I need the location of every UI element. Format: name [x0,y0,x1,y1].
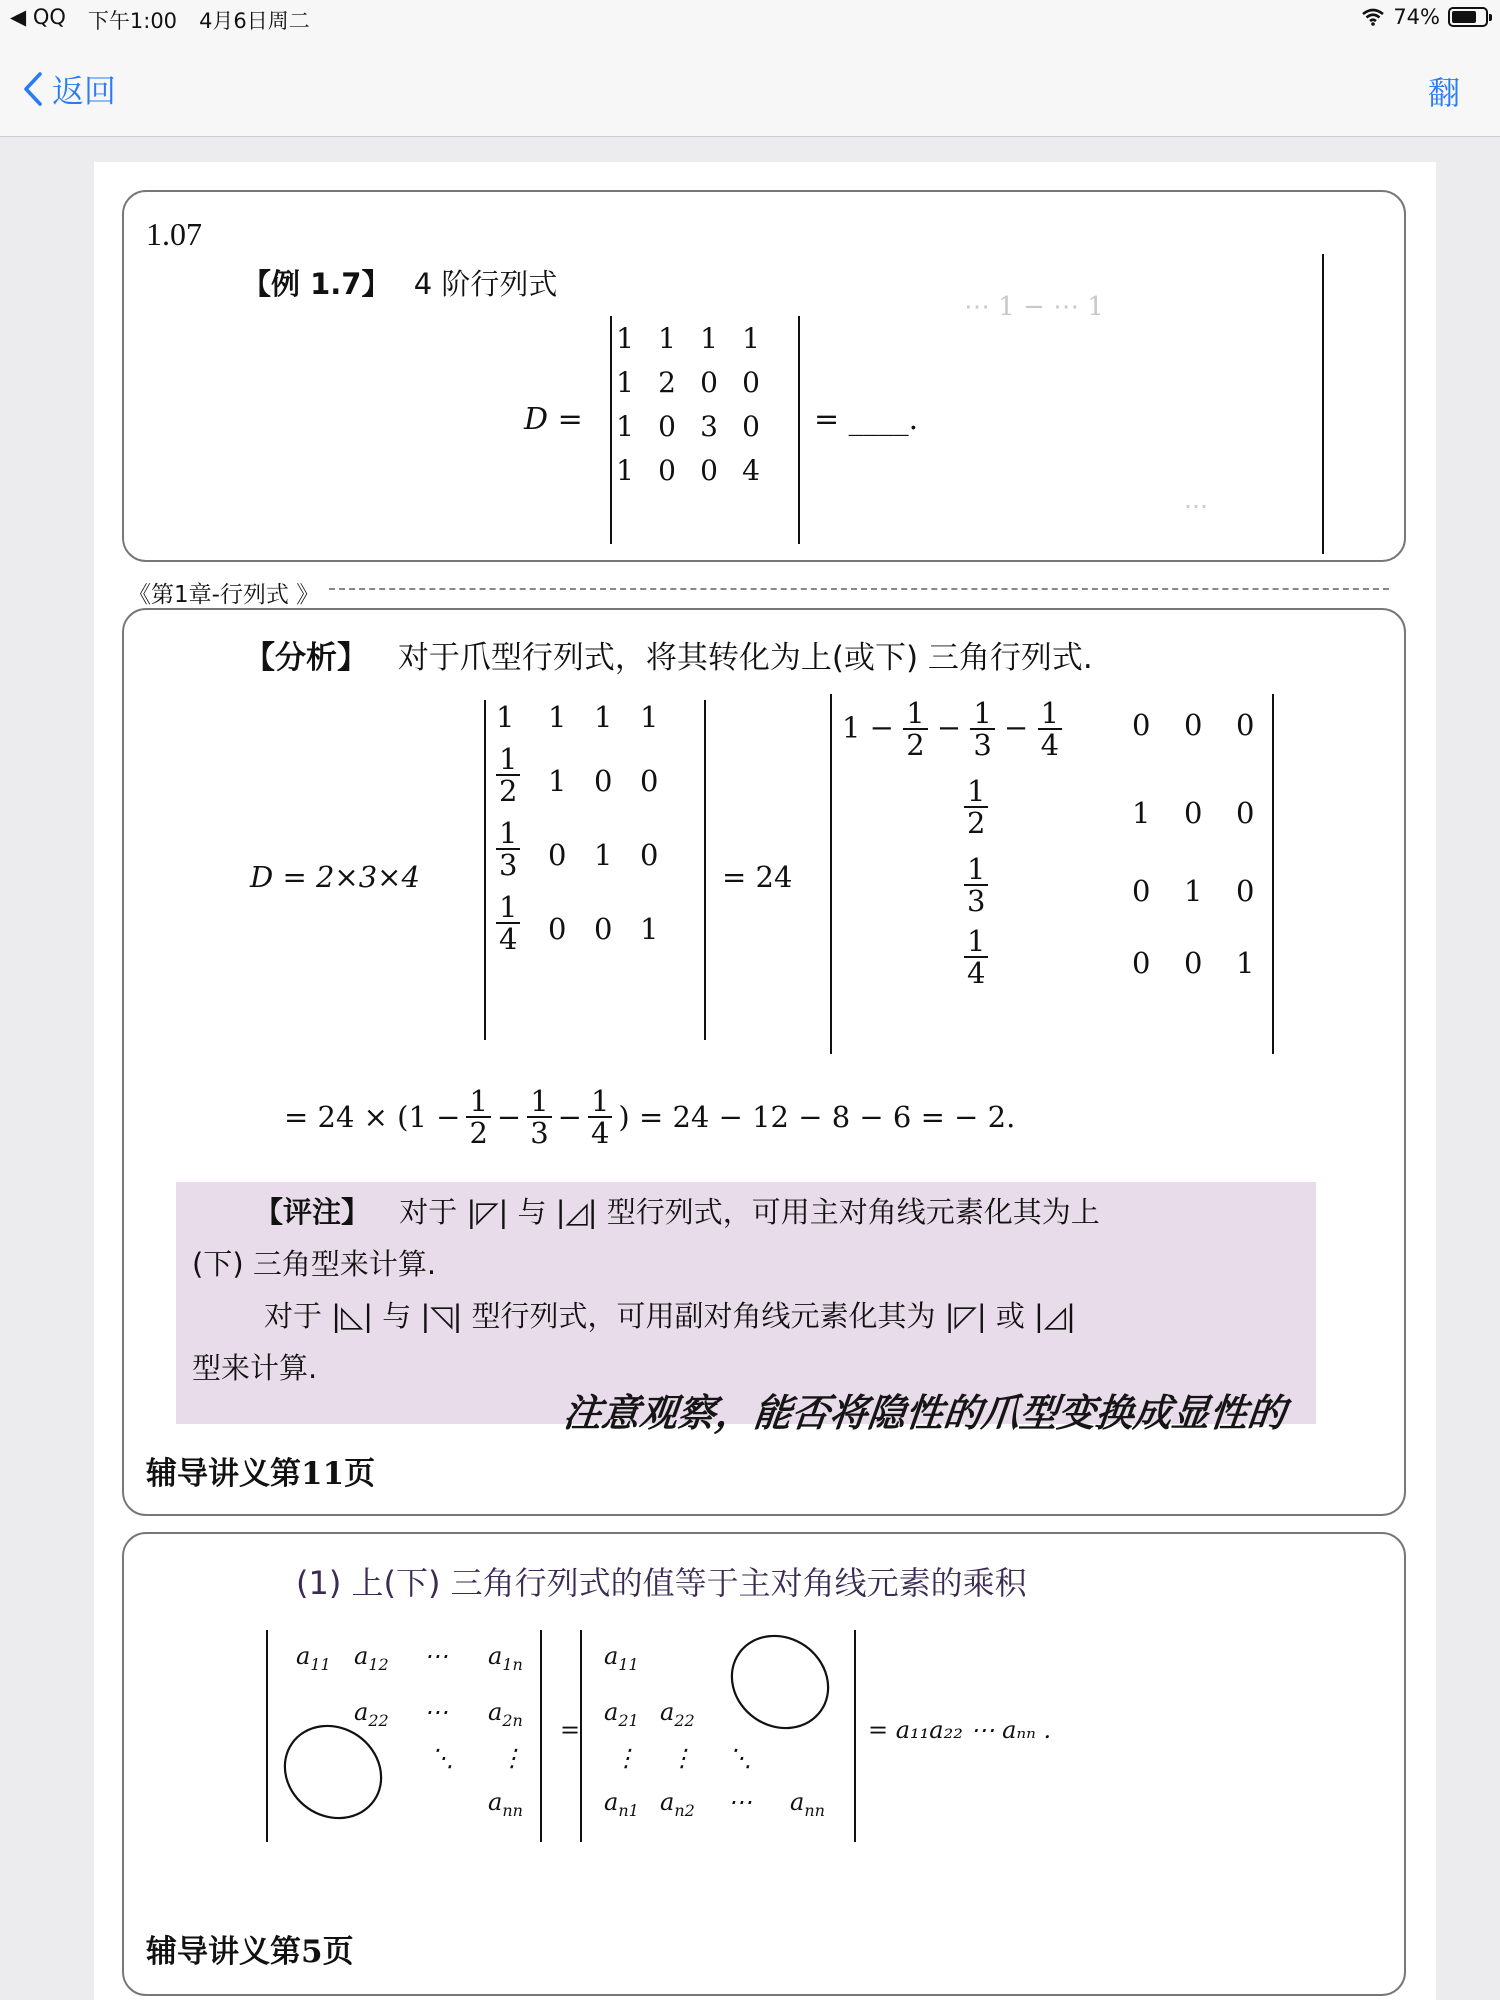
matrix-cell: 1 [658,322,676,355]
matrix-cell: 0 [700,454,718,487]
final-suffix: ) = 24 − 12 − 8 − 6 = − 2. [618,1100,1016,1135]
claw-matrix-cell: $\frac{1}{2}$ [496,744,520,807]
battery-percent: 74% [1393,5,1440,29]
remark-tag: 【评注】 [254,1195,371,1229]
triangular-cell: 0 [1132,874,1151,908]
triangular-cell: 1 [1132,796,1151,830]
claw-matrix-cell: 0 [594,764,613,798]
margin-rule [1322,254,1324,554]
page-reference: 辅导讲义第11页 [146,1456,376,1492]
chevron-left-icon [22,71,44,107]
matrix-cell: 1 [700,322,718,355]
analysis-tag: 【分析】 [244,640,368,676]
triangular-cell: $\frac{1}{4}$ [964,926,988,989]
upper-det-bar-right [540,1630,542,1842]
status-date: 4月6日周二 [199,9,310,33]
matrix-cell: 1 [616,410,634,443]
theorem-card: (1) 上(下) 三角行列式的值等于主对角线元素的乘积 $a_{11}$ $a_{12}$ ⋯ $a_{1n}$ $a_{22}$ ⋯ $a_{2n}$ ⋱ ⋮ $a_{nn}$ = $a_{11}$ $a_{21}$ $a_{22}$ ⋮ ⋮ ⋱ $a_{n1}$ $a_{n2}$ ⋯ $a_{nn}$ = a₁₁a₂₂ ⋯ aₙₙ . 辅导讲义第5页 [122,1532,1406,1996]
claw-matrix-cell: 1 [640,912,659,946]
det-lhs: D = [524,402,583,437]
matrix-cell: 1 [742,322,760,355]
wifi-icon [1361,8,1385,26]
handwritten-note: 注意观察，能否将隐性的爪型变换成显性的 [561,1391,1288,1435]
problem-code: 1.07 [146,216,202,252]
matrix-cell: 0 [658,454,676,487]
equals-24: = 24 [722,860,793,894]
triangular-cell: 1 [1236,946,1255,980]
matrix-cell: 0 [658,410,676,443]
zero-region-ellipse-lower [278,1720,388,1824]
det2-bar-right [704,700,706,1040]
triangular-cell: 0 [1184,796,1203,830]
matrix-cell: 0 [700,366,718,399]
matrix-cell: 1 [616,454,634,487]
example-card [122,190,1406,562]
battery-icon [1448,7,1488,27]
claw-matrix-cell: 0 [548,838,567,872]
claw-matrix-cell: 1 [548,764,567,798]
remark-line-1: 对于 |◸| 与 |◿| 型行列式，可用主对角线元素化其为上 [399,1195,1100,1229]
matrix-cell: 3 [700,410,718,443]
triangular-cell: 0 [1236,796,1255,830]
triangular-cell: 1 [1184,874,1203,908]
matrix-cell: 1 [616,322,634,355]
example-heading [242,262,557,303]
det-bar-right [798,316,800,544]
lower-det-bar-left [580,1630,582,1842]
claw-matrix-cell: 1 [496,700,515,734]
chapter-label: 《第1章-行列式 》 [128,582,320,608]
back-label: 返回 [52,72,117,110]
battery-fill [1452,11,1476,23]
triangular-cell: 0 [1236,874,1255,908]
matrix-cell: 0 [742,410,760,443]
lower-det-bar-right [854,1630,856,1842]
claw-matrix-cell: $\frac{1}{4}$ [496,892,520,955]
triangular-cell: $\frac{1}{3}$ [964,854,988,917]
remark-line-4: 型来计算. [192,1351,318,1385]
triangular-cell: 0 [1184,946,1203,980]
det-prefix: D = 2×3×4 [250,860,420,894]
analysis-card [122,608,1406,1516]
background-bleed: ⋯ 1 − ⋯ 1 [964,292,1104,322]
example-text: 4 阶行列式 [413,267,558,301]
back-to-app[interactable]: ◀ QQ [10,5,66,29]
triangular-cell: 0 [1184,708,1203,742]
status-bar [0,0,1500,38]
dashed-divider [329,588,1389,590]
zero-region-ellipse-upper [724,1630,836,1734]
det2-bar-left [484,700,486,1040]
flip-button[interactable]: 翻 [1427,74,1460,112]
triangular-cell: 0 [1132,946,1151,980]
remark-line-2: (下) 三角型来计算. [192,1247,437,1281]
claw-matrix-cell: 1 [594,838,613,872]
matrix-cell: 1 [616,366,634,399]
triangular-cell: $\frac{1}{2}$ [964,776,988,839]
claw-matrix-cell: 1 [640,700,659,734]
claw-matrix-cell: 0 [548,912,567,946]
example-tag: 【例 1.7】 [242,267,391,301]
claw-matrix-cell: 0 [640,838,659,872]
status-time: 下午1:00 [87,9,178,33]
det3-bar-right [1272,694,1274,1054]
claw-matrix-cell: $\frac{1}{3}$ [496,818,520,881]
final-result: = 24 × (1 − $\frac{1}{2}$ − $\frac{1}{3}$ − $\frac{1}{4}$ ) = 24 − 12 − 8 − 6 = − 2. [284,1084,1016,1151]
det3-bar-left [830,694,832,1054]
matrix-cell: 4 [742,454,760,487]
claw-matrix-cell: 1 [548,700,567,734]
final-prefix: = 24 × (1 − [284,1100,461,1135]
matrix-cell: 0 [742,366,760,399]
matrix-cell: 2 [658,366,676,399]
back-button[interactable] [22,66,116,112]
claw-matrix-cell: 1 [594,700,613,734]
analysis-heading [244,632,1093,677]
product-result: = a₁₁a₂₂ ⋯ aₙₙ . [868,1716,1052,1744]
first-row-expression: 1 − $\frac{1}{2}$ − $\frac{1}{3}$ − $\frac{1}{4}$ [842,698,1062,761]
upper-det-bar-left [266,1630,268,1842]
claw-matrix-cell: 0 [594,912,613,946]
theorem-title: (1) 上(下) 三角行列式的值等于主对角线元素的乘积 [296,1564,1027,1602]
det-rhs: = ____. [814,402,919,437]
remark-line-3: 对于 |◺| 与 |◹| 型行列式，可用副对角线元素化其为 |◸| 或 |◿| [264,1299,1076,1333]
page-reference-2: 辅导讲义第5页 [146,1934,354,1970]
background-bleed-2: ⋯ [1184,492,1208,520]
claw-matrix-cell: 0 [640,764,659,798]
triangular-cell: 0 [1236,708,1255,742]
triangular-cell: 0 [1132,708,1151,742]
nav-bar [0,38,1500,137]
document-page [94,162,1436,2000]
analysis-text: 对于爪型行列式，将其转化为上(或下) 三角行列式. [397,640,1093,676]
